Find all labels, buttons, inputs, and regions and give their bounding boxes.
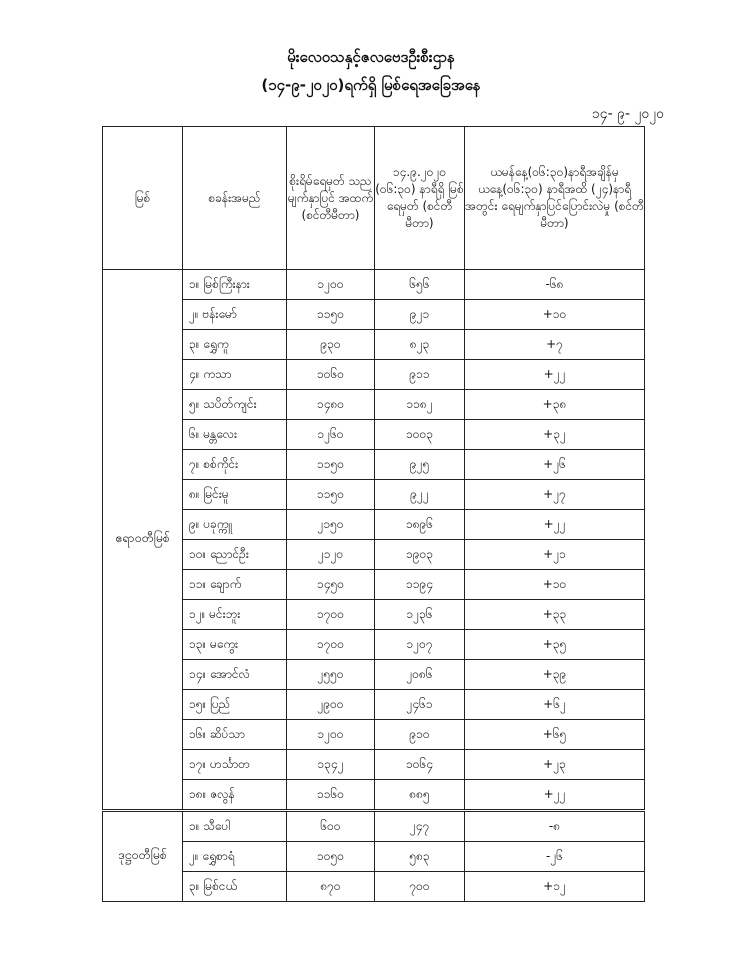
change-cell: +၂၂ [465,780,645,811]
danger-level-cell: ၁၄၅၀ [287,570,375,600]
header-river: မြစ် [103,127,183,270]
change-cell: +၆၂ [465,690,645,720]
water-level-cell: ၉၂၅ [375,450,465,480]
table-row [103,540,645,570]
danger-level-cell: ၁၇၀၀ [287,600,375,630]
danger-level-cell: ၁၂၀၀ [287,270,375,300]
change-cell: +၂၁ [465,540,645,570]
danger-level-cell: ၆၀၀ [287,811,375,842]
table-row [103,420,645,450]
table-row [103,480,645,510]
water-level-cell: ၈၈၅ [375,780,465,811]
water-level-cell: ၁၀၆၄ [375,750,465,780]
station-cell: ၉။ ပခုက္ကူ [183,510,287,540]
danger-level-cell: ၁၁၅၀ [287,480,375,510]
water-level-cell: ၁၁၈၂ [375,390,465,420]
table-row [103,330,645,360]
table-row [103,780,645,811]
water-level-cell: ၁၀၀၃ [375,420,465,450]
change-cell: +၂၂ [465,510,645,540]
water-level-cell: ၉၁၀ [375,720,465,750]
table-row [103,510,645,540]
table-row [103,660,645,690]
station-cell: ၁၃။ မကွေး [183,630,287,660]
river-name-cell: ဒုဋ္ဌဝတီမြစ် [103,811,183,902]
station-cell: ၁၁။ ချောက် [183,570,287,600]
water-level-cell: ၈၂၃ [375,330,465,360]
water-level-cell: ၁၂၀၇ [375,630,465,660]
change-cell: -၆၈ [465,270,645,300]
station-cell: ၁၀။ ညောင်ဦး [183,540,287,570]
water-level-cell: ၁၉၀၃ [375,540,465,570]
danger-level-cell: ၁၀၆၀ [287,360,375,390]
table-row [103,270,645,300]
table-row [103,630,645,660]
change-cell: +၃၉ [465,660,645,690]
change-cell: +၁၀ [465,300,645,330]
change-cell: +၂၃ [465,750,645,780]
danger-level-cell: ၁၂၆၀ [287,420,375,450]
table-header-row [103,127,645,270]
document-subtitle: (၁၄-၉-၂၀၂၀)ရက်ရှိ မြစ်ရေအခြေအနေ [261,76,481,94]
danger-level-cell: ၁၁၅၀ [287,450,375,480]
station-cell: ၂။ ဗန်းမော် [183,300,287,330]
river-level-table [102,126,645,902]
change-cell: +၃၃ [465,600,645,630]
table-row [103,872,645,902]
water-level-cell: ၆၅၆ [375,270,465,300]
danger-level-cell: ၂၁၅၀ [287,510,375,540]
danger-level-cell: ၁၃၄၂ [287,750,375,780]
water-level-cell: ၂၀၈၆ [375,660,465,690]
water-level-cell: ၅၈၃ [375,842,465,872]
document-date: ၁၄- ၉- ၂၀၂၀ [591,106,664,122]
table-row [103,600,645,630]
water-level-cell: ၁၂၃၆ [375,600,465,630]
station-cell: ၁၂။ မင်းဘူး [183,600,287,630]
station-cell: ၃။ မြစ်ငယ် [183,872,287,902]
water-level-cell: ၉၂၁ [375,300,465,330]
station-cell: ၈။ မြင်းမူ [183,480,287,510]
table-row [103,570,645,600]
header-water-level: ၁၄.၉.၂၀၂၀ (၀၆:၃၀) နာရီရှိ မြစ်ရေမှတ် (စင်တီမီတာ) [375,127,465,270]
header-station: စခန်းအမည် [183,127,287,270]
danger-level-cell: ၂၉၀၀ [287,690,375,720]
water-level-cell: ၂၄၆၁ [375,690,465,720]
danger-level-cell: ၁၂၀၀ [287,720,375,750]
river-name-cell: ဧရာဝတီမြစ် [103,270,183,811]
station-cell: ၁၇။ ဟင်္သာတ [183,750,287,780]
document-title: မိုးလေဝသနှင့်ဇလဗေဒဦးစီးဌာန [287,48,455,66]
station-cell: ၁၅။ ပြည် [183,690,287,720]
station-cell: ၁၈။ ဇလွန် [183,780,287,811]
table-row [103,300,645,330]
change-cell: +၁၀ [465,570,645,600]
danger-level-cell: ၈၇၀ [287,872,375,902]
table-row [103,360,645,390]
change-cell: +၂၇ [465,480,645,510]
water-level-cell: ၂၄၇ [375,811,465,842]
danger-level-cell: ၁၁၅၀ [287,300,375,330]
change-cell: +၃၅ [465,630,645,660]
table-row [103,750,645,780]
station-cell: ၇။ စစ်ကိုင်း [183,450,287,480]
table-row [103,450,645,480]
change-cell: -၂၆ [465,842,645,872]
header-danger-level: စိုးရိမ်ရေမှတ် သည မျက်နှာပြင် အထက် (စင်တီမီတာ) [287,127,375,270]
change-cell: +၇ [465,330,645,360]
table-row [103,720,645,750]
danger-level-cell: ၂၁၂၀ [287,540,375,570]
change-cell: +၃၂ [465,420,645,450]
change-cell: +၃၈ [465,390,645,420]
change-cell: -၈ [465,811,645,842]
table-row [103,390,645,420]
water-level-cell: ၉၁၁ [375,360,465,390]
change-cell: +၂၆ [465,450,645,480]
header-change: ယမန်နေ့(၀၆:၃၀)နာရီအချိန်မှ ယနေ့(၀၆:၃၀) နာရီအထိ (၂၄)နာရီအတွင်း ရေမျက်နှာပြင်ပြောင်းလဲမှု (စင်တီမီတာ) [465,127,645,270]
danger-level-cell: ၁၀၅၀ [287,842,375,872]
station-cell: ၃။ ရွှေကူ [183,330,287,360]
danger-level-cell: ၁၇၀၀ [287,630,375,660]
danger-level-cell: ၁၁၆၀ [287,780,375,811]
change-cell: +၆၅ [465,720,645,750]
station-cell: ၁။ သီပေါ [183,811,287,842]
change-cell: +၂၂ [465,360,645,390]
danger-level-cell: ၉၃၀ [287,330,375,360]
station-cell: ၅။ သပိတ်ကျင်း [183,390,287,420]
water-level-cell: ၉၂၂ [375,480,465,510]
danger-level-cell: ၂၅၅၀ [287,660,375,690]
station-cell: ၆။ မန္တလေး [183,420,287,450]
danger-level-cell: ၁၄၈၀ [287,390,375,420]
water-level-cell: ၁၈၉၆ [375,510,465,540]
station-cell: ၁၆။ ဆိပ်သာ [183,720,287,750]
station-cell: ၁။ မြစ်ကြီးနား [183,270,287,300]
table-row [103,842,645,872]
change-cell: +၁၂ [465,872,645,902]
table-row [103,811,645,842]
table-row [103,690,645,720]
station-cell: ၁၄။ အောင်လံ [183,660,287,690]
water-level-cell: ၁၁၉၄ [375,570,465,600]
water-level-cell: ၇၀၀ [375,872,465,902]
station-cell: ၂။ ရွှေစာရံ [183,842,287,872]
station-cell: ၄။ ကသာ [183,360,287,390]
table-body [103,270,645,902]
